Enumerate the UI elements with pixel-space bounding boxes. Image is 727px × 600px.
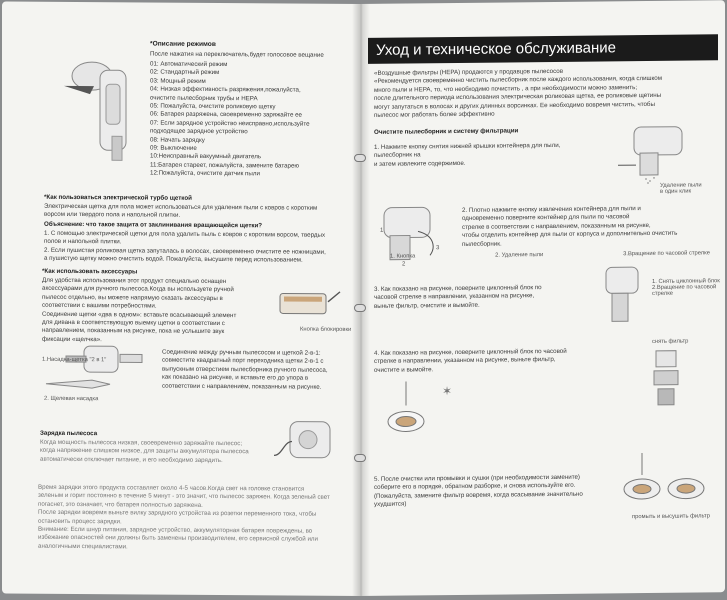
accessories-text: Для удобства использования этот продукт специально оснащен аксессуарами для ручного пылесоса.Когда вы используете ручной пылесос отдельно, вы можете напрямую сказать аксессуары в соответствии с вашими потребностями. Соединение щетки «два в одном»: вставьте всасывающий элемент для дивана в соответствующую выемку щетки в соответствии с направлением, показанным на рисунке, пока не услышите звук фиксации «щелчка». [42, 276, 237, 344]
svg-text:✶: ✶ [442, 384, 453, 399]
modes-heading: *Описание режимов [150, 40, 216, 48]
brush-attachment-illustration [274, 281, 344, 321]
mode-item: 11:Батарея стареет, пожалуйста, замените батарею [150, 161, 300, 170]
svg-text:2: 2 [402, 261, 406, 268]
step4-text: 4. Как показано на рисунке, поверните циклонный блок по часовой стрелке в направлении, указанном на рисунке, выньте фильтр, очистите и вымойте. [374, 347, 567, 374]
binding-ring [354, 304, 366, 312]
modes-intro: После нажатия на переключатель,будет голосовое вещание [150, 50, 324, 59]
binding-ring [354, 154, 366, 162]
explain-heading: Объяснение: что такое защита от заклинивания вращающейся щетки? [44, 220, 263, 230]
modes-list [150, 61, 355, 180]
step5-text: 5. После очистки или промывки и сушки (при необходимости замените) соберите его в порядке, обратном разборке, и снова используйте его. (Пожалуйста, замените фильтр вовремя, когда всасывание значительно ухудшится) [374, 473, 583, 509]
filter-stack-illustration [646, 349, 686, 409]
step1-text: 1. Нажмите кнопку снятия нижней крышки контейнера для пыли, пылесборник на и затем извлеките содержимое. [374, 141, 561, 168]
clean-heading: Очистите пылесборник и систему фильтрации [374, 127, 519, 136]
mode-item: 12:Пожалуйста, очистите датчик пыли [150, 169, 260, 178]
dry-caption: промыть и высушить фильтр [632, 513, 710, 521]
mode-item: 05: Пожалуйста, очистите роликовую щетку [150, 102, 276, 111]
binding-ring [354, 454, 366, 462]
charging-illustration [272, 411, 354, 472]
vacuum-handheld-illustration [54, 46, 144, 165]
charge-heading: Зарядка пылесоса [40, 429, 98, 438]
right-page [360, 0, 725, 596]
step3-text: 3. Как показано на рисунке, поверните циклонный блок по часовой стрелке в направлении, указанном на рисунке, выньте фильтр, очистите и вымойте. [374, 284, 542, 310]
step2-label-rotate: 3.Вращение по часовой стрелке [623, 250, 710, 258]
mode-item: 09: Выключение [150, 144, 197, 152]
step2-label-dust: 2. Удаление пыли [495, 252, 544, 259]
accessories-heading: *Как использовать аксессуары [42, 267, 138, 276]
lock-button-label: Кнопка блокировки [300, 326, 352, 333]
svg-text:1: 1 [380, 227, 384, 234]
step2-text: 2. Плотно нажмите кнопку извлечения контейнера для пыли и одновременно поверните контейнер для пыли по часовой стрелке в соответствии с направлением, показанным на рисунке, чтобы отделить контейнер для пыли от корпуса и дополнительно очистить пылесборник. [462, 205, 678, 248]
maintenance-banner: Уход и техническое обслуживание [368, 34, 718, 64]
mode-item: 01: Автоматический режим [150, 60, 228, 69]
booklet-spread [2, 4, 725, 596]
step3-caption: 1. Снять циклонный блок 2.Вращение по часовой стрелке [652, 278, 720, 297]
mode-item: 07: Если зарядное устройство неисправно,используйте подходящее зарядное устройство [150, 119, 310, 136]
charge-note: Время зарядки этого продукта составляет около 4-5 часов.Когда свет на головке становится зеленым и горит постоянно в течение 5 минут - это значит, что пылесос заряжен. Когда зеленый свет погаснет, это означает, что батарея полностью заряжена. После зарядки вовремя выньте вилку зарядного устройства из розетки переменного тока, чтобы остановить процесс зарядки. Внимание: Если шнур питания, зарядное устройство, аккумуляторная батарея повреждены, во избежание опасностей они должны быть заменены производителем, его сервисной службой или аналогичными специалистами. [38, 483, 330, 551]
crevice-tool-illustration [44, 374, 114, 394]
hepa-text: «Воздушные фильтры (HEPA) продаются у продавцов пылесосов «Рекомендуется своевременно чистить пылесборник после каждого использования, когда слишком много пыли и HEPA, то, что необходимо почистить , а при необходимости можно заменить; после длительного периода использования электрическая роликовая щетка, ее роликовые щетины могут запутаться в волосах и других длинных ворсинках. Ее необходимо вовремя чистить, чтобы пылесос мог работать более эффективно [374, 67, 662, 119]
step2-label-button: 1. Кнопка [390, 253, 416, 260]
turbo-text: Электрическая щетка для пола может использоваться для удаления пыли с ковров с коротким ворсом или твердого пола и напольной плитки. [44, 202, 318, 220]
mode-item: 02: Стандартный режим [150, 68, 220, 77]
connect-text: Соединение между ручным пылесосом и щеткой 2-в-1: совместите квадратный порт переходника щетки 2-в-1 с выпускным отверстием пылесборника ручного пылесоса, как показано на рисунке, и вставьте его до упора в соответствии с направлением, показанным на рисунке. [162, 348, 328, 391]
charge-text: Когда мощность пылесоса низкая, своевременно заряжайте пылесос; когда напряжение слишком низкое, для защиты аккумулятора пылесоса автоматически отключает питание, и его необходимо зарядить. [40, 438, 249, 464]
mode-item: 04: Низкая эффективность разряжения,пожалуйста, очистите пылесборник трубы и HEPA [150, 85, 301, 102]
svg-text:3: 3 [436, 245, 440, 252]
left-page [2, 2, 360, 596]
mode-item: 03: Мощный режим [150, 77, 206, 85]
dust-caption: Удаление пыли в один клик [660, 182, 702, 195]
filter-dry-illustration [612, 448, 712, 511]
mode-item: 10:Неисправный вакуумный двигатель [150, 153, 262, 161]
crevice-tool-label: 2. Щелевая насадка [44, 395, 99, 403]
brush-2in1-label: 1.Насадка-щетка "2 в 1" [42, 356, 107, 364]
filter-caption: снять фильтр [652, 338, 689, 345]
turbo-heading: *Как пользоваться электрической турбо щеткой [44, 193, 192, 202]
mode-item: 06: Батарея разряжена, своевременно заряжайте ее [150, 110, 302, 120]
cyclone-removal-illustration [592, 263, 652, 328]
dust-bin-open-illustration [610, 122, 700, 185]
filter-wash-illustration [382, 375, 472, 442]
explain-text: 1. С помощью электрической щетки для пола удалить пыль с ковров с коротким ворсом, твердых полов и напольной плитки. 2. Если пушистая роликовая щетка запуталась в волосах, своевременно очистите ее ножницами, а пушистую щетку можно очистить водой. Пожалуйста, высушите перед использованием. [44, 229, 326, 264]
mode-item: 08: Начать зарядку [150, 136, 205, 144]
